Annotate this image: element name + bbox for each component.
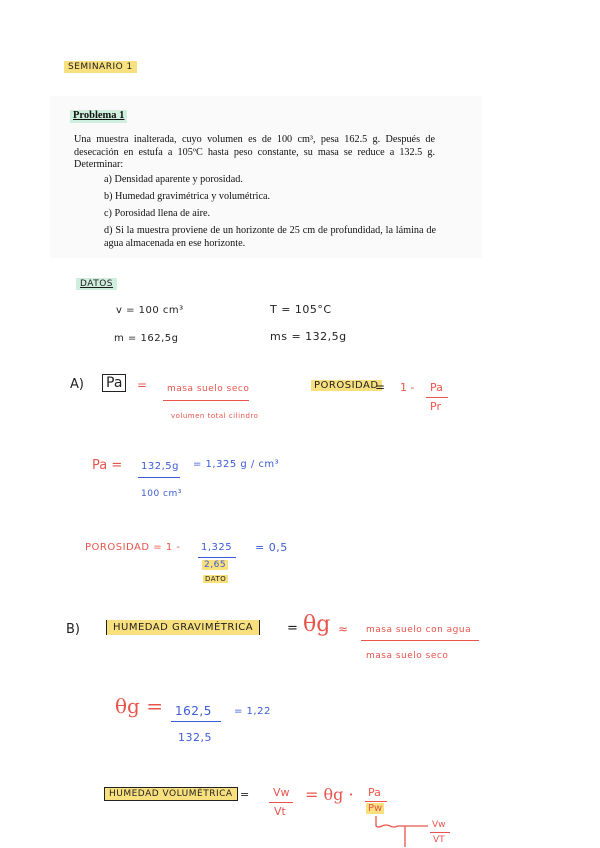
porosidad-calc-label: POROSIDAD = 1 -: [85, 542, 181, 553]
porosidad-formula: 1 -: [400, 381, 415, 394]
datos-temperature: T = 105°C: [270, 303, 332, 316]
hum-grav-def-line: [361, 640, 479, 641]
datos-mass: m = 162,5g: [114, 333, 179, 344]
porosidad-denominator: Pr: [430, 400, 441, 413]
vw-numerator: Vw: [273, 786, 290, 799]
pa-def-numerator: masa suelo seco: [167, 384, 250, 394]
dato-tag: DATO: [205, 575, 227, 583]
vw-vt-line: [269, 802, 293, 803]
pw-substitution-arrow: [372, 814, 434, 848]
hum-grav-calc-result: = 1,22: [234, 706, 271, 717]
problem-item-a: a) Densidad aparente y porosidad.: [104, 174, 243, 185]
hum-grav-def-denominator: masa suelo seco: [366, 651, 449, 661]
sub-vt-denominator: VT: [433, 835, 445, 845]
pa-calc-symbol: Pa =: [92, 458, 123, 473]
datos-label: DATOS: [76, 278, 117, 290]
hum-grav-calc-denominator: 132,5: [178, 731, 212, 744]
hum-vol-pa: Pa: [368, 786, 381, 799]
pa-calc-numerator: 132,5g: [141, 461, 179, 472]
porosidad-calc-numerator: 1,325: [201, 542, 233, 553]
porosidad-label: POROSIDAD: [311, 380, 382, 391]
pa-def-line: [163, 400, 249, 401]
problem-title: Problema 1: [70, 110, 127, 123]
vt-denominator: Vt: [274, 805, 286, 818]
approx-sign: ≈: [338, 622, 349, 636]
pa-pw-line: [365, 801, 387, 802]
porosidad-calc-result: = 0,5: [255, 541, 288, 554]
sub-vw-vt-line: [430, 832, 450, 833]
theta-g-calc-symbol: θg =: [115, 694, 163, 718]
hum-grav-calc-line: [171, 721, 221, 722]
part-b-letter: B): [66, 622, 80, 637]
problem-statement: Una muestra inalterada, cuyo volumen es de 100 cm³, pesa 162.5 g. Después de desecación en estufa a 105ºC hasta peso constante, su masa se reduce a 132.5 g. Determinar:: [74, 134, 435, 170]
porosidad-calc-line: [198, 557, 236, 558]
problem-card: [50, 96, 482, 258]
pa-calc-denominator: 100 cm³: [141, 489, 182, 499]
datos-dry-mass: ms = 132,5g: [270, 330, 347, 343]
humedad-volumetrica-label: HUMEDAD VOLUMÉTRICA: [104, 787, 238, 801]
hum-grav-def-numerator: masa suelo con agua: [366, 625, 472, 635]
problem-item-b: b) Humedad gravimétrica y volumétrica.: [104, 191, 271, 202]
theta-g-symbol: θg: [303, 612, 331, 637]
problem-item-d: d) Si la muestra proviene de un horizonte de 25 cm de profundidad, la lámina de agua almacenada en ese horizonte.: [104, 225, 436, 249]
pa-equals: =: [137, 378, 148, 392]
pa-calc-line: [138, 477, 180, 478]
pa-def-denominator: volumen total cilindro: [171, 412, 259, 420]
humedad-gravimetrica-label: HUMEDAD GRAVIMÉTRICA: [106, 620, 260, 635]
problem-item-c: c) Porosidad llena de aire.: [104, 208, 211, 219]
hum-grav-equals: =: [287, 621, 298, 636]
seminar-tag: SEMINARIO 1: [64, 61, 137, 73]
porosidad-numerator: Pa: [430, 381, 443, 394]
hum-vol-pw: Pw: [368, 803, 383, 814]
sub-vw-numerator: Vw: [432, 820, 446, 830]
porosidad-line: [426, 397, 448, 398]
pa-calc-result: = 1,325 g / cm³: [193, 459, 280, 470]
pa-symbol: Pa: [102, 374, 126, 392]
porosidad-calc-denominator: 2,65: [204, 560, 227, 570]
hum-vol-equals: =: [240, 788, 250, 801]
datos-volume: v = 100 cm³: [116, 305, 184, 316]
part-a-letter: A): [70, 377, 84, 392]
hum-grav-calc-numerator: 162,5: [175, 704, 212, 718]
porosidad-equals: =: [375, 380, 386, 394]
hum-vol-theta-product: = θg ·: [305, 785, 354, 804]
